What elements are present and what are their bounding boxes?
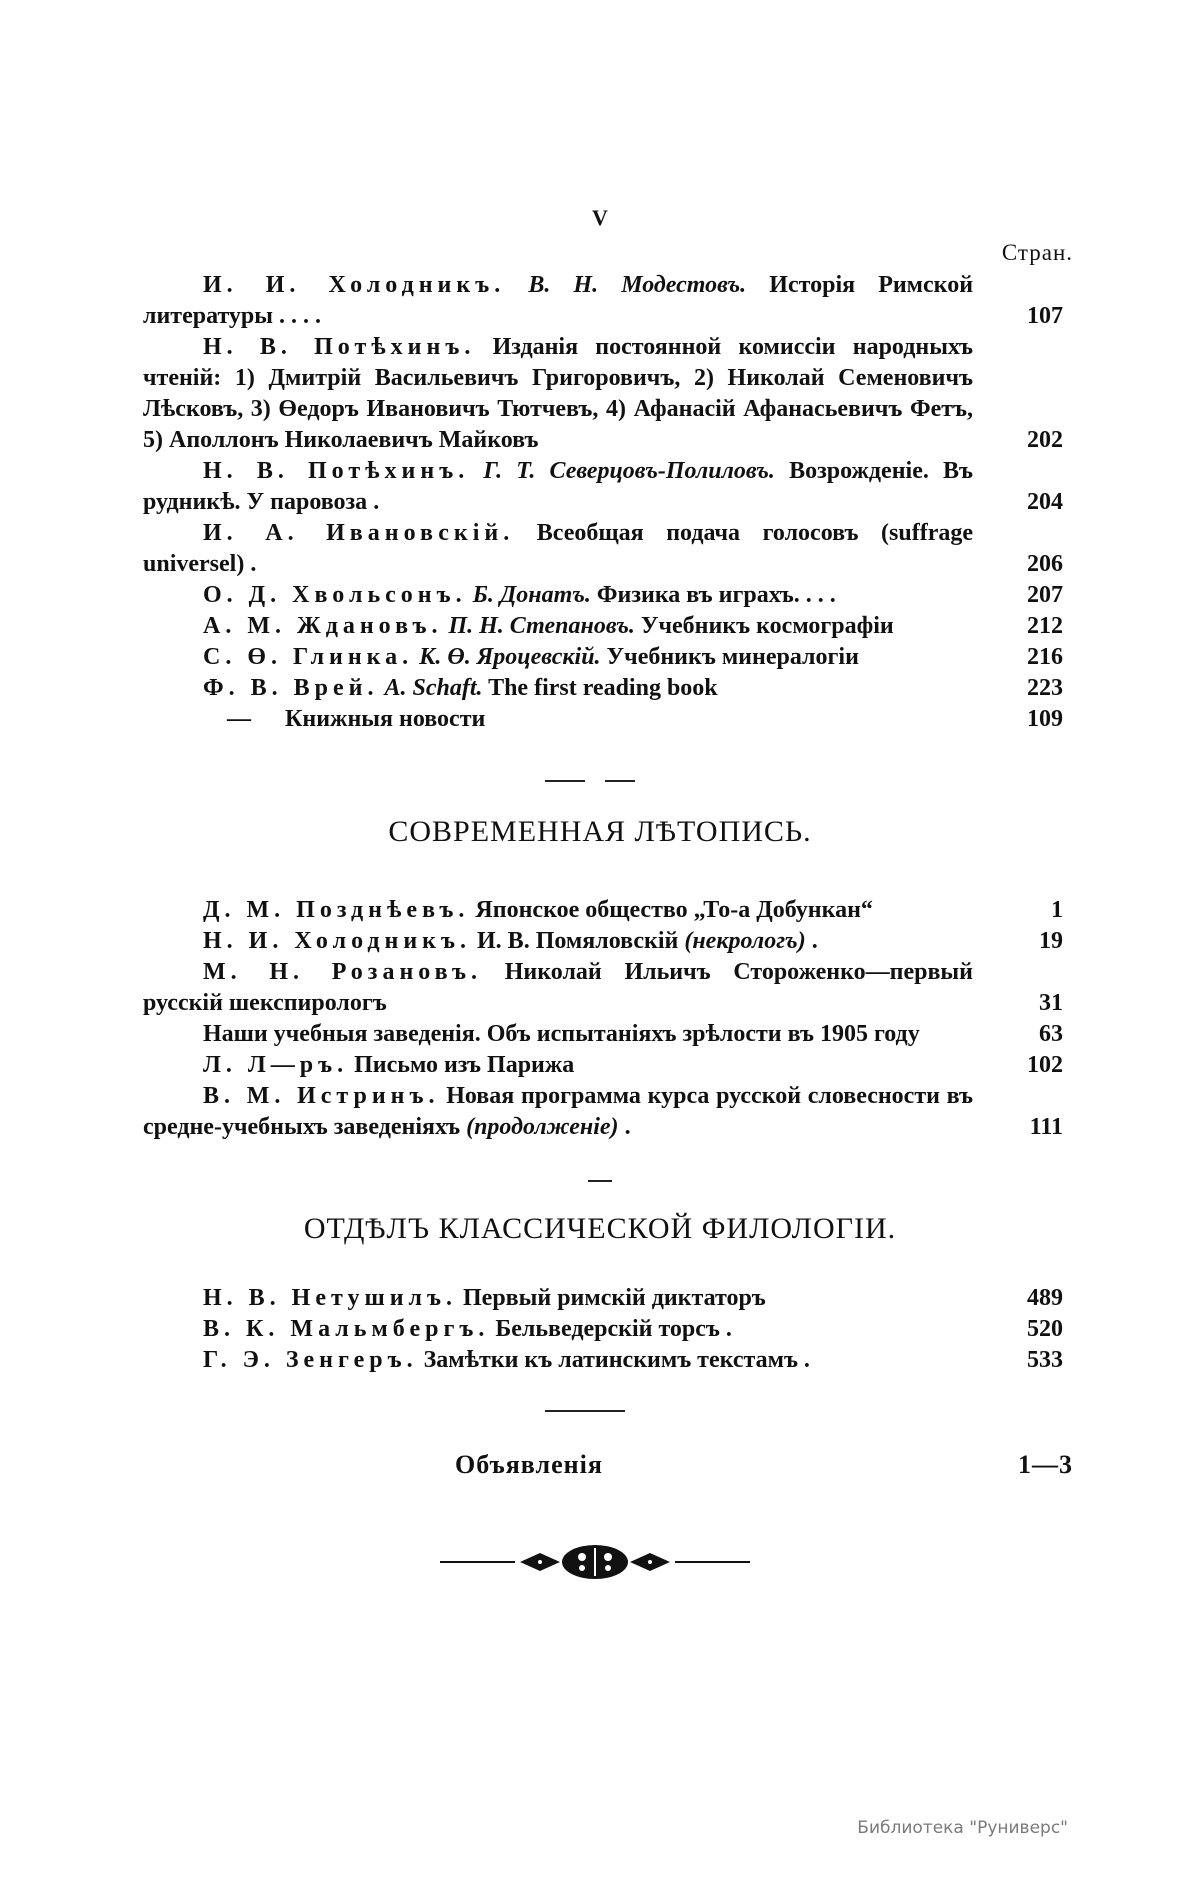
section-divider [545,780,585,782]
entry-reviewed-author: В. Н. Модестовъ. [528,272,747,298]
toc-entry[interactable] [143,1283,1063,1314]
entry-leader: . [618,1114,631,1140]
entry-title: Учебникъ минералогіи [606,644,859,670]
toc-entry[interactable] [143,957,1063,1019]
entry-author: Н. И. Холодникъ. [203,928,472,954]
entry-page: 206 [1027,551,1063,577]
entry-page: 202 [1027,427,1063,453]
entry-page: 102 [1027,1052,1063,1078]
toc-entry[interactable] [143,1345,1063,1376]
column-header-pages: Стран. [1001,240,1073,265]
page-roman-numeral: V [592,205,608,230]
entry-author: И. А. Ивановскій. [203,520,515,546]
entry-author: Н. В. Потѣхинъ. [203,334,476,360]
toc-entry[interactable] [143,1019,1063,1050]
entry-title: Учебникъ космографіи [640,613,894,639]
toc-entry[interactable] [143,1081,1063,1143]
entry-reviewed-author: Б. Донатъ. [472,582,591,608]
toc-entry[interactable] [143,895,1063,926]
entry-title: The first reading book [488,675,718,701]
entry-page: 533 [1027,1347,1063,1373]
entry-author: А. М. Ждановъ. [203,613,443,639]
entry-leader: . [244,551,257,577]
toc-entry-book-news[interactable] [143,704,1063,735]
entry-title: И. В. Помяловскій [477,928,679,954]
entry-reviewed-author: A. Schaft. [384,675,483,701]
toc-section-reviews [143,270,1063,735]
entry-title: Письмо изъ Парижа [354,1052,575,1078]
entry-page: 31 [1039,990,1063,1016]
toc-entry[interactable] [143,926,1063,957]
entry-title: Исторія Римской литературы [143,272,974,329]
toc-entry[interactable] [143,1050,1063,1081]
ads-label: Объявленія [455,1450,603,1479]
entry-title: Наши учебныя заведенія. Объ испытаніяхъ зрѣлости въ 1905 году [203,1021,920,1047]
entry-page: 520 [1027,1316,1063,1342]
toc-entry[interactable] [143,580,1063,611]
entry-page: 204 [1027,489,1063,515]
entry-page: 489 [1027,1285,1063,1311]
entry-author: Г. Э. Зенгеръ. [203,1347,418,1373]
entry-title: Николай Ильичъ Стороженко—первый русскій шекспирологъ [143,959,973,1016]
entry-page: 109 [1027,706,1063,732]
entry-dash: — [227,706,251,732]
toc-entry[interactable] [143,642,1063,673]
entry-page: 19 [1039,928,1063,954]
entry-author: Д. М. Позднѣевъ. [203,897,470,923]
toc-section-chronicle [143,895,1063,1143]
entry-reviewed-author: Г. Т. Северцовъ-Полиловъ. [483,458,775,484]
decorative-ornament-icon [440,1542,750,1582]
entry-author: М. Н. Розановъ. [203,959,483,985]
toc-entry[interactable] [143,270,1063,332]
section-title-chronicle: СОВРЕМЕННАЯ ЛѢТОПИСЬ. [388,815,812,848]
entry-title: Физика въ играхъ. [596,582,800,608]
toc-entry[interactable] [143,456,1063,518]
entry-page: 216 [1027,644,1063,670]
entry-reviewed-author: П. Н. Степановъ. [448,613,635,639]
entry-title: Первый римскій диктаторъ [463,1285,766,1311]
toc-section-classical-philology [143,1283,1063,1376]
entry-author: И. И. Холодникъ. [203,272,506,298]
entry-author: В. К. Мальмбергъ. [203,1316,490,1342]
entry-page: 111 [1029,1114,1063,1140]
entry-author: Л. Л—ръ. [203,1052,349,1078]
entry-title: Всеобщая подача голосовъ (suffrage universel) [143,520,973,577]
entry-reviewed-author: К. Ө. Яроцевскій. [419,644,601,670]
entry-title: Замѣтки къ латинскимъ текстамъ . [423,1347,810,1373]
entry-leader: . [367,489,380,515]
toc-entry[interactable] [143,332,1063,456]
section-divider [545,1410,625,1412]
toc-entry[interactable] [143,673,1063,704]
entry-title: Новая программа курса русской словесности въ средне-учебныхъ заведеніяхъ [143,1083,974,1140]
entry-leader: . [805,928,818,954]
library-watermark: Библиотека "Руниверс" [857,1818,1068,1838]
section-divider [588,1180,612,1182]
entry-title: Изданія постоянной комиссіи народныхъ чтеній: 1) Дмитрій Васильевичъ Григоровичъ, 2) Николай Семеновичъ Лѣсковъ, 3) Өедоръ Ивановичъ Тютчевъ, 4) Афанасій Афанасьевичъ Фетъ, 5) Аполлонъ Николаевичъ Майковъ [143,334,974,453]
entry-title: Японское общество „То-а Добункан“ [475,897,873,923]
entry-author: О. Д. Хвольсонъ. [203,582,467,608]
entry-leader: . . . . [273,303,322,329]
entry-title: Бельведерскій торсъ . [495,1316,732,1342]
entry-note: (некрологъ) [684,928,806,954]
entry-page: 1 [1051,897,1063,923]
section-divider [605,780,635,782]
entry-author: В. М. Истринъ. [203,1083,440,1109]
entry-author: Ф. В. Врей. [203,675,379,701]
entry-title: Возрожденіе. Въ рудникѣ. У паровоза [143,458,974,515]
entry-author: Н. В. Нетушилъ. [203,1285,458,1311]
entry-page: 107 [1027,303,1063,329]
entry-note: (продолженіе) [466,1114,619,1140]
entry-author: С. Ө. Глинка. [203,644,414,670]
entry-page: 223 [1027,675,1063,701]
section-title-classical-philology: ОТДѢЛЪ КЛАССИЧЕСКОЙ ФИЛОЛОГІИ. [303,1212,897,1245]
entry-title: Книжныя новости [285,706,486,732]
entry-leader: . . . [799,582,836,608]
ads-page-range: 1—3 [1018,1450,1073,1479]
toc-entry[interactable] [143,611,1063,642]
entry-author: Н. В. Потѣхинъ. [203,458,470,484]
entry-page: 207 [1027,582,1063,608]
toc-entry[interactable] [143,1314,1063,1345]
toc-entry[interactable] [143,518,1063,580]
entry-page: 212 [1027,613,1063,639]
entry-page: 63 [1039,1021,1063,1047]
